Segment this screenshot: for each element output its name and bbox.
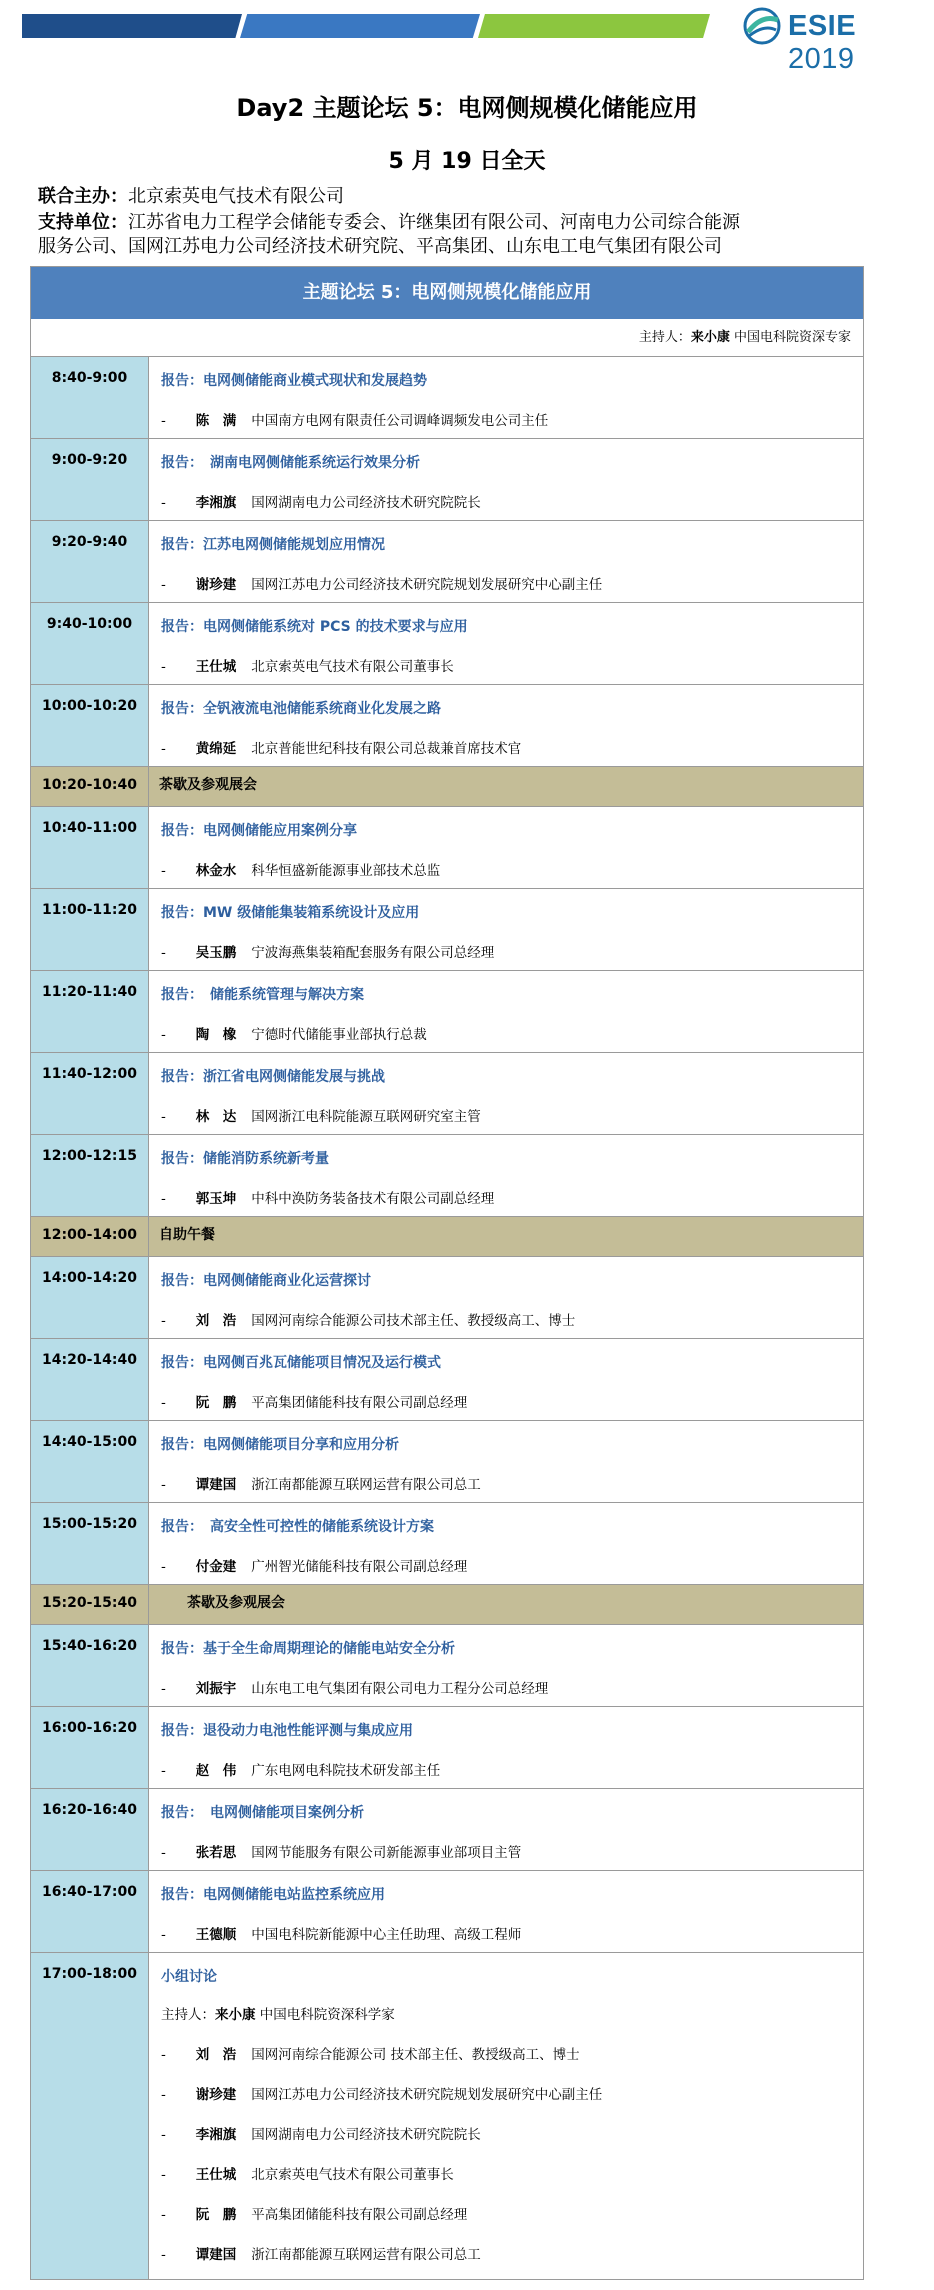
speaker-line [161,409,548,429]
speaker-name: 王德顺 [195,1927,237,1943]
session-row [31,889,863,971]
speaker-line [161,737,521,757]
panelist-line [161,2163,454,2183]
panelist-name: 王仕城 [195,2167,237,2183]
session-row [31,971,863,1053]
speaker-affiliation: 国网节能服务有限公司新能源事业部项目主管 [251,1845,522,1861]
session-row [31,1503,863,1585]
dash-marker: - [161,1763,166,1779]
dash-marker: - [161,413,166,429]
session-content [149,1707,863,1788]
speaker-name: 付金建 [195,1559,237,1575]
table-host-row [31,319,863,357]
header-bar-blue [240,14,480,38]
speaker-name: 李湘旗 [195,495,237,511]
speaker-affiliation: 国网浙江电科院能源互联网研究室主管 [251,1109,481,1125]
speaker-name: 陈 满 [195,413,237,429]
speaker-affiliation: 浙江南都能源互联网运营有限公司总工 [251,1477,481,1493]
session-row [31,357,863,439]
dash-marker: - [161,2087,166,2103]
dash-marker: - [161,1559,166,1575]
session-time: 15:40-16:20 [31,1625,149,1706]
discussion-host-affil: 中国电科院资深科学家 [259,2007,395,2023]
speaker-affiliation: 宁德时代储能事业部执行总裁 [251,1027,427,1043]
co-host-line [38,185,908,209]
report-title: 报告：电网侧储能应用案例分享 [161,823,357,839]
break-label: 茶歇及参观展会 [159,1595,285,1611]
report-title: 报告：基于全生命周期理论的储能电站安全分析 [161,1641,455,1657]
break-row [31,1585,863,1625]
report-title: 报告：电网侧储能商业化运营探讨 [161,1273,371,1289]
session-time: 9:40-10:00 [31,603,149,684]
speaker-name: 林 达 [195,1109,237,1125]
session-content [149,971,863,1052]
dash-marker: - [161,1027,166,1043]
dash-marker: - [161,1927,166,1943]
session-row [31,603,863,685]
break-label: 自助午餐 [159,1227,215,1243]
speaker-affiliation: 中国南方电网有限责任公司调峰调频发电公司主任 [251,413,549,429]
dash-marker: - [161,1477,166,1493]
session-content [149,1625,863,1706]
report-title: 报告：电网侧百兆瓦储能项目情况及运行模式 [161,1355,441,1371]
panelist-line [161,2123,481,2143]
speaker-line [161,1759,440,1779]
discussion-host-label: 主持人： [161,2007,215,2023]
speaker-name: 陶 橡 [195,1027,237,1043]
report-title: 报告：电网侧储能商业模式现状和发展趋势 [161,373,427,389]
panelist-affiliation: 浙江南都能源互联网运营有限公司总工 [251,2247,481,2263]
session-content [149,1217,863,1256]
dash-marker: - [161,945,166,961]
dash-marker: - [161,863,166,879]
speaker-affiliation: 平高集团储能科技有限公司副总经理 [251,1395,468,1411]
header-decorative-bars [22,14,692,40]
session-row [31,1257,863,1339]
support-value-2: 服务公司、国网江苏电力公司经济技术研究院、平高集团、山东电工电气集团有限公司 [38,236,722,257]
session-time: 10:20-10:40 [31,767,149,806]
dash-marker: - [161,2047,166,2063]
panelist-affiliation: 北京索英电气技术有限公司董事长 [251,2167,454,2183]
report-title: 报告： 湖南电网侧储能系统运行效果分析 [161,455,420,471]
report-title: 报告：浙江省电网侧储能发展与挑战 [161,1069,385,1085]
speaker-affiliation: 国网河南综合能源公司技术部主任、教授级高工、博士 [251,1313,576,1329]
speaker-name: 赵 伟 [195,1763,237,1779]
session-row [31,1339,863,1421]
speaker-line [161,1105,481,1125]
session-time: 11:20-11:40 [31,971,149,1052]
dash-marker: - [161,1109,166,1125]
session-row [31,1625,863,1707]
session-time: 12:00-12:15 [31,1135,149,1216]
panelist-line [161,2243,481,2263]
speaker-affiliation: 广州智光储能科技有限公司副总经理 [251,1559,468,1575]
report-title: 报告： 电网侧储能项目案例分析 [161,1805,364,1821]
discussion-host-name: 来小康 [215,2007,256,2023]
session-row [31,439,863,521]
session-time: 9:00-9:20 [31,439,149,520]
report-title: 报告：电网侧储能电站监控系统应用 [161,1887,385,1903]
speaker-affiliation: 宁波海燕集装箱配套服务有限公司总经理 [251,945,495,961]
dash-marker: - [161,741,166,757]
speaker-line [161,1473,481,1493]
speaker-line [161,491,481,511]
logo-text: ESIE 2019 [788,10,857,75]
report-title: 报告： 储能系统管理与解决方案 [161,987,364,1003]
speaker-affiliation: 中国电科院新能源中心主任助理、高级工程师 [251,1927,522,1943]
session-content [149,685,863,766]
host-name: 来小康 [690,330,730,345]
speaker-name: 谢珍建 [195,577,237,593]
header-bar-green [478,14,710,38]
support-label: 支持单位： [38,212,128,233]
panelist-line [161,2203,467,2223]
header-bar-dark-blue [22,14,242,38]
agenda-table [30,266,864,2280]
speaker-affiliation: 山东电工电气集团有限公司电力工程分公司总经理 [251,1681,549,1697]
speaker-line [161,1023,427,1043]
session-time: 9:20-9:40 [31,521,149,602]
discussion-time: 17:00-18:00 [31,1953,149,2279]
session-content [149,1339,863,1420]
session-time: 16:20-16:40 [31,1789,149,1870]
page-title: Day2 主题论坛 5：电网侧规模化储能应用 [236,94,698,122]
session-content [149,521,863,602]
dash-marker: - [161,1681,166,1697]
panelist-affiliation: 国网湖南电力公司经济技术研究院院长 [251,2127,481,2143]
panelist-name: 李湘旗 [195,2127,237,2143]
page-date: 5 月 19 日全天 [388,149,546,174]
table-header: 主题论坛 5：电网侧规模化储能应用 [31,267,863,319]
session-content [149,889,863,970]
speaker-line [161,859,440,879]
speaker-line [161,1391,467,1411]
speaker-name: 刘振宇 [195,1681,237,1697]
speaker-name: 林金水 [195,863,237,879]
session-time: 10:00-10:20 [31,685,149,766]
panelist-name: 刘 浩 [195,2047,237,2063]
session-time: 16:40-17:00 [31,1871,149,1952]
speaker-affiliation: 国网江苏电力公司经济技术研究院规划发展研究中心副主任 [251,577,603,593]
esie-logo-icon [740,6,784,46]
speaker-affiliation: 中科中涣防务装备技术有限公司副总经理 [251,1191,495,1207]
session-row [31,1707,863,1789]
speaker-line [161,941,494,961]
discussion-row [31,1953,863,2279]
speaker-name: 谭建国 [195,1477,237,1493]
report-title: 报告：储能消防系统新考量 [161,1151,329,1167]
session-row [31,1871,863,1953]
panelist-line [161,2043,580,2063]
session-content [149,1503,863,1584]
speaker-affiliation: 科华恒盛新能源事业部技术总监 [251,863,441,879]
panelist-affiliation: 平高集团储能科技有限公司副总经理 [251,2207,468,2223]
report-title: 报告：电网侧储能系统对 PCS 的技术要求与应用 [161,619,468,635]
report-title: 报告： 高安全性可控性的储能系统设计方案 [161,1519,434,1535]
session-row [31,685,863,767]
speaker-name: 吴玉鹏 [195,945,237,961]
session-content [149,357,863,438]
session-time: 8:40-9:00 [31,357,149,438]
speaker-line [161,1309,575,1329]
session-content [149,807,863,888]
session-time: 15:20-15:40 [31,1585,149,1624]
speaker-name: 郭玉坤 [195,1191,237,1207]
session-time: 15:00-15:20 [31,1503,149,1584]
host-affil: 中国电科院资深专家 [733,330,851,345]
break-label: 茶歇及参观展会 [159,777,257,793]
session-row [31,1789,863,1871]
break-row [31,767,863,807]
dash-marker: - [161,577,166,593]
dash-marker: - [161,2167,166,2183]
report-title: 报告：江苏电网侧储能规划应用情况 [161,537,385,553]
co-host-value: 北京索英电气技术有限公司 [128,186,344,207]
session-row [31,521,863,603]
panelist-affiliation: 国网江苏电力公司经济技术研究院规划发展研究中心副主任 [251,2087,603,2103]
report-title: 报告：MW 级储能集装箱系统设计及应用 [161,905,420,921]
session-content [149,1257,863,1338]
speaker-line [161,573,602,593]
session-content [149,1585,863,1624]
session-content [149,1421,863,1502]
speaker-line [161,655,454,675]
speaker-affiliation: 北京普能世纪科技有限公司总裁兼首席技术官 [251,741,522,757]
session-row [31,807,863,889]
speaker-line [161,1841,521,1861]
session-content [149,603,863,684]
session-time: 14:00-14:20 [31,1257,149,1338]
session-time: 14:40-15:00 [31,1421,149,1502]
session-content [149,1789,863,1870]
dash-marker: - [161,2207,166,2223]
dash-marker: - [161,495,166,511]
speaker-line [161,1677,548,1697]
discussion-content [149,1953,863,2279]
speaker-affiliation: 广东电网电科院技术研发部主任 [251,1763,441,1779]
dash-marker: - [161,659,166,675]
esie-logo [740,6,920,75]
dash-marker: - [161,1395,166,1411]
dash-marker: - [161,2247,166,2263]
speaker-line [161,1187,494,1207]
session-content [149,1135,863,1216]
session-time: 11:00-11:20 [31,889,149,970]
session-content [149,767,863,806]
session-content [149,1053,863,1134]
speaker-line [161,1555,467,1575]
session-time: 12:00-14:00 [31,1217,149,1256]
speaker-name: 阮 鹏 [195,1395,237,1411]
panelist-name: 谢珍建 [195,2087,237,2103]
dash-marker: - [161,2127,166,2143]
speaker-name: 王仕城 [195,659,237,675]
panelist-affiliation: 国网河南综合能源公司 技术部主任、教授级高工、博士 [251,2047,580,2063]
speaker-line [161,1923,521,1943]
dash-marker: - [161,1191,166,1207]
session-content [149,1871,863,1952]
speaker-affiliation: 国网湖南电力公司经济技术研究院院长 [251,495,481,511]
panelist-name: 阮 鹏 [195,2207,237,2223]
speaker-affiliation: 北京索英电气技术有限公司董事长 [251,659,454,675]
session-time: 10:40-11:00 [31,807,149,888]
session-row [31,1421,863,1503]
dash-marker: - [161,1313,166,1329]
speaker-name: 黄绵延 [195,741,237,757]
speaker-name: 张若思 [195,1845,237,1861]
session-time: 16:00-16:20 [31,1707,149,1788]
session-row [31,1135,863,1217]
co-host-label: 联合主办： [38,186,128,207]
session-time: 11:40-12:00 [31,1053,149,1134]
break-row [31,1217,863,1257]
report-title: 报告：电网侧储能项目分享和应用分析 [161,1437,399,1453]
panelist-name: 谭建国 [195,2247,237,2263]
report-title: 报告：退役动力电池性能评测与集成应用 [161,1723,413,1739]
support-value-1: 江苏省电力工程学会储能专委会、许继集团有限公司、河南电力公司综合能源 [128,212,740,233]
support-line [38,211,908,259]
discussion-host [161,2003,395,2023]
report-title: 报告：全钒液流电池储能系统商业化发展之路 [161,701,441,717]
host-label: 主持人： [638,330,691,345]
discussion-title: 小组讨论 [161,1969,217,1985]
dash-marker: - [161,1845,166,1861]
session-row [31,1053,863,1135]
session-content [149,439,863,520]
session-time: 14:20-14:40 [31,1339,149,1420]
speaker-name: 刘 浩 [195,1313,237,1329]
panelist-line [161,2083,602,2103]
